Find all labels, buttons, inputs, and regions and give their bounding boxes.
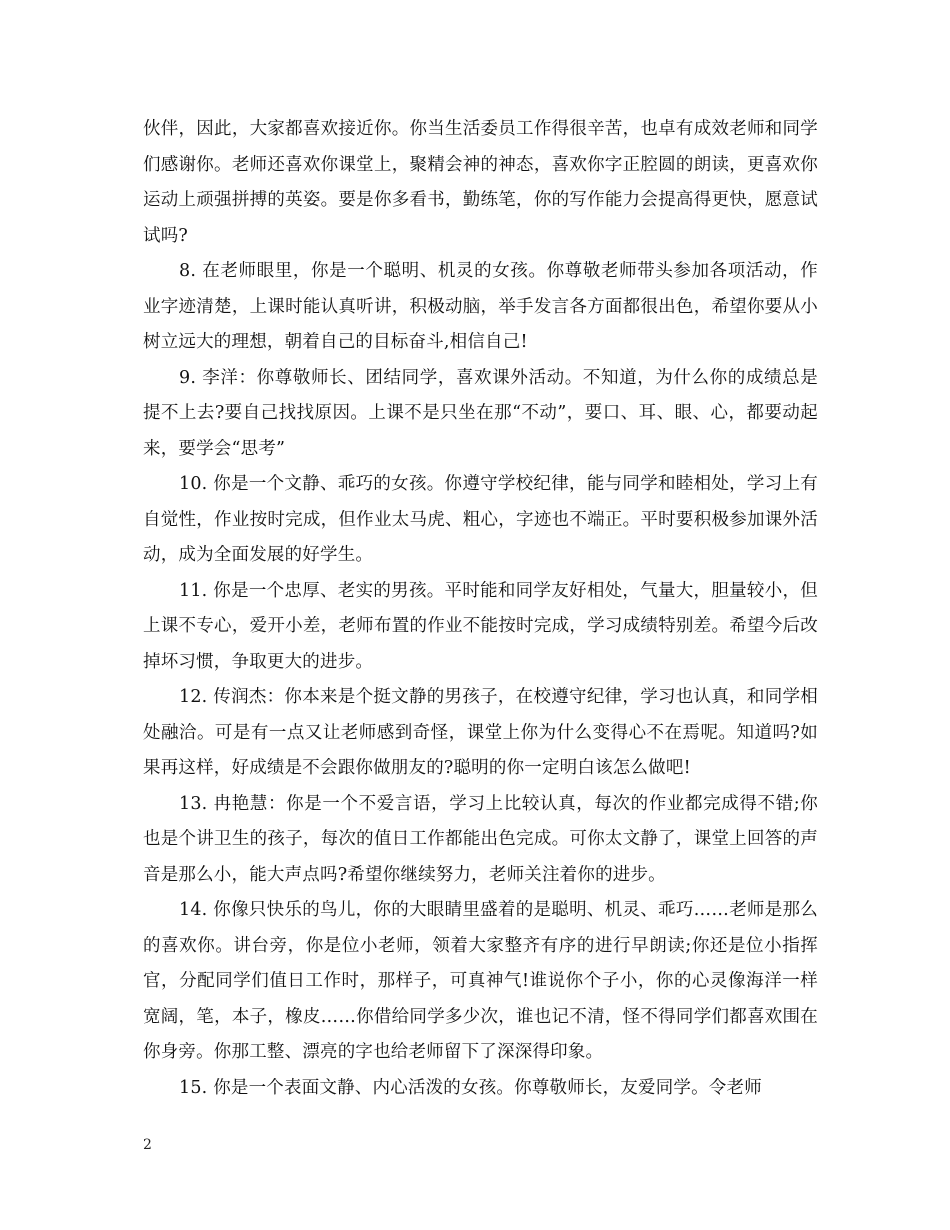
paragraph-item-13: 13. 冉艳慧：你是一个不爱言语，学习上比较认真，每次的作业都完成得不错;你也是个讲卫生的孩子，每次的值日工作都能出色完成。可你太文静了，课堂上回答的声音是那么小，能大声点吗?希望你继续努力，老师关注着你的进步。 (143, 793, 818, 885)
document-body (143, 112, 818, 1106)
paragraph-continuation: 伙伴，因此，大家都喜欢接近你。你当生活委员工作得很辛苦，也卓有成效老师和同学们感谢你。老师还喜欢你课堂上，聚精会神的神态，喜欢你字正腔圆的朗读，更喜欢你运动上顽强拼搏的英姿。要是你多看书，勤练笔，你的写作能力会提高得更快，愿意试试吗? (143, 119, 818, 246)
paragraph-item-11: 11. 你是一个忠厚、老实的男孩。平时能和同学友好相处，气量大，胆量较小，但上课不专心，爱开小差，老师布置的作业不能按时完成，学习成绩特别差。希望今后改掉坏习惯，争取更大的进步。 (143, 580, 818, 672)
paragraph-item-10: 10. 你是一个文静、乖巧的女孩。你遵守学校纪律，能与同学和睦相处，学习上有自觉性，作业按时完成，但作业太马虎、粗心，字迹也不端正。平时要积极参加课外活动，成为全面发展的好学生。 (143, 474, 818, 565)
page-number: 2 (143, 1137, 152, 1153)
paragraph-item-12: 12. 传润杰：你本来是个挺文静的男孩子，在校遵守纪律，学习也认真，和同学相处融洽。可是有一点又让老师感到奇怪，课堂上你为什么变得心不在焉呢。知道吗?如果再这样，好成绩是不会跟你做朋友的?聪明的你一定明白该怎么做吧! (143, 687, 818, 778)
paragraph-item-8: 8. 在老师眼里，你是一个聪明、机灵的女孩。你尊敬老师带头参加各项活动，作业字迹清楚，上课时能认真听讲，积极动脑，举手发言各方面都很出色，希望你要从小树立远大的理想，朝着自己的目标奋斗,相信自己! (143, 261, 818, 352)
paragraph-item-14: 14. 你像只快乐的鸟儿，你的大眼睛里盛着的是聪明、机灵、乖巧……老师是那么的喜欢你。讲台旁，你是位小老师，领着大家整齐有序的进行早朗读;你还是位小指挥官，分配同学们值日工作时，那样子，可真神气!谁说你个子小，你的心灵像海洋一样宽阔，笔，本子，橡皮……你借给同学多少次，谁也记不清，怪不得同学们都喜欢围在你身旁。你那工整、漂亮的字也给老师留下了深深得印象。 (143, 900, 818, 1062)
paragraph-item-9: 9. 李洋：你尊敬师长、团结同学，喜欢课外活动。不知道，为什么你的成绩总是提不上去?要自己找找原因。上课不是只坐在那“不动”，要口、耳、眼、心，都要动起来，要学会“思考” (143, 367, 818, 459)
paragraph-item-15: 15. 你是一个表面文静、内心活泼的女孩。你尊敬师长，友爱同学。令老师 (179, 1077, 762, 1098)
